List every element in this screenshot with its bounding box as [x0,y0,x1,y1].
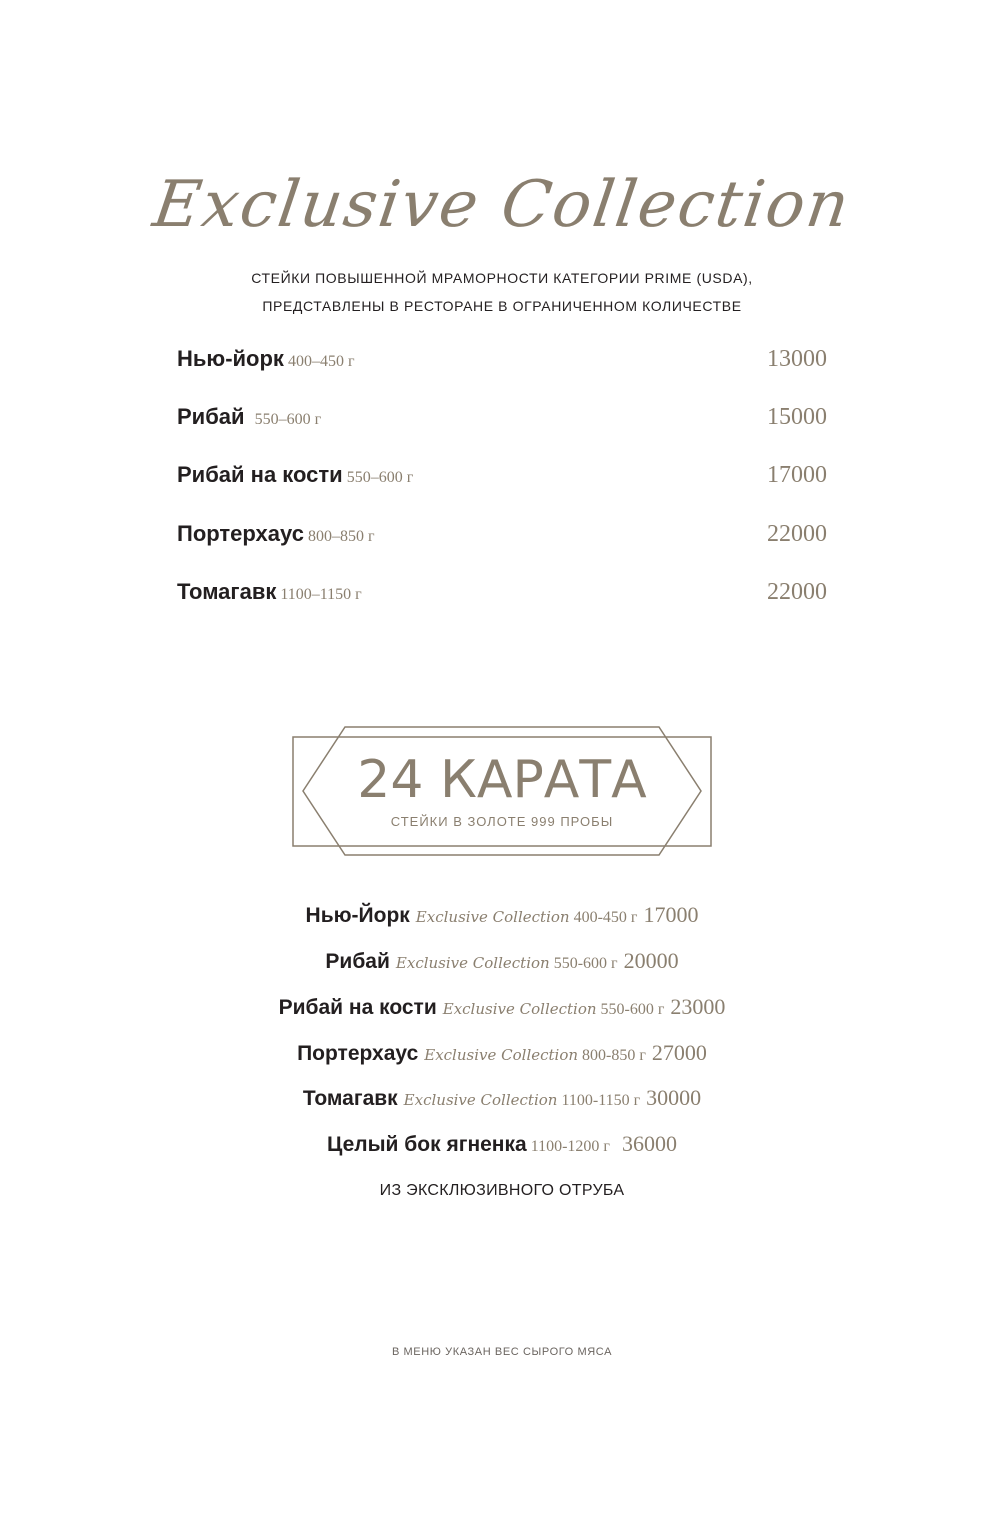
item-name: Томагавк [177,579,277,604]
item-price: 13000 [767,346,827,372]
item-collection: Exclusive Collection [395,954,550,972]
menu-item [177,346,827,380]
cut-note: ИЗ ЭКСКЛЮЗИВНОГО ОТРУБА [379,1182,625,1199]
item-weight: 1100–1150 г [280,586,362,603]
item-price: 22000 [767,521,827,547]
item-weight: 550-600 г [553,955,618,972]
item-collection: Exclusive Collection [415,908,570,926]
item-weight: 800-850 г [582,1047,646,1064]
menu-item [177,521,827,555]
item-name: Портерхаус [297,1042,419,1065]
item-weight: 400-450 г [573,909,638,926]
carat-item [0,1131,1004,1157]
item-price: 17000 [643,902,699,927]
item-collection: Exclusive Collection [424,1046,579,1064]
item-weight: 550-600 г [600,1001,665,1018]
item-name: Нью-Йорк [305,904,410,927]
item-weight: 550–600 г [346,469,414,486]
item-price: 17000 [767,462,827,488]
carat-item [0,1085,1004,1111]
item-collection: Exclusive Collection [442,1000,597,1018]
item-name: Рибай на кости [278,996,437,1019]
item-weight: 800–850 г [307,528,375,545]
item-price: 15000 [767,404,827,430]
item-weight: 400–450 г [287,353,355,370]
menu-item [177,404,827,438]
item-price: 36000 [621,1131,677,1156]
page-title: Exclusive Collection [148,168,856,242]
badge-subtitle: СТЕЙКИ В ЗОЛОТЕ 999 ПРОБЫ [390,814,614,829]
item-collection: Exclusive Collection [403,1091,558,1109]
item-name: Рибай [177,404,251,429]
badge-title: 24 КАРАТА [357,750,647,810]
footer-note: В МЕНЮ УКАЗАН ВЕС СЫРОГО МЯСА [391,1346,613,1358]
item-weight: 1100-1150 г [561,1092,641,1109]
item-name: Портерхаус [177,521,304,546]
item-weight: 550–600 г [254,411,322,428]
carat-item [0,902,1004,928]
item-price: 22000 [767,579,827,605]
menu-item [177,579,827,613]
carat-item [0,948,1004,974]
item-name: Рибай на кости [177,462,343,487]
item-price: 23000 [670,994,726,1019]
item-name: Рибай [325,950,390,973]
item-name: Томагавк [302,1087,398,1110]
item-price: 20000 [623,948,679,973]
carat-item [0,1040,1004,1066]
menu-item [177,462,827,496]
subtitle-line-2: ПРЕДСТАВЛЕНЫ В РЕСТОРАНЕ В ОГРАНИЧЕННОМ КОЛИЧЕСТВЕ [262,298,742,314]
subtitle-line-1: СТЕЙКИ ПОВЫШЕННОЙ МРАМОРНОСТИ КАТЕГОРИИ PRIME (USDA), [251,270,753,286]
item-weight: 1100-1200 г [530,1138,610,1155]
item-name: Целый бок ягненка [327,1133,527,1156]
item-name: Нью-йорк [177,346,284,371]
carat-item [0,994,1004,1020]
item-price: 27000 [651,1040,707,1065]
item-price: 30000 [646,1085,702,1110]
